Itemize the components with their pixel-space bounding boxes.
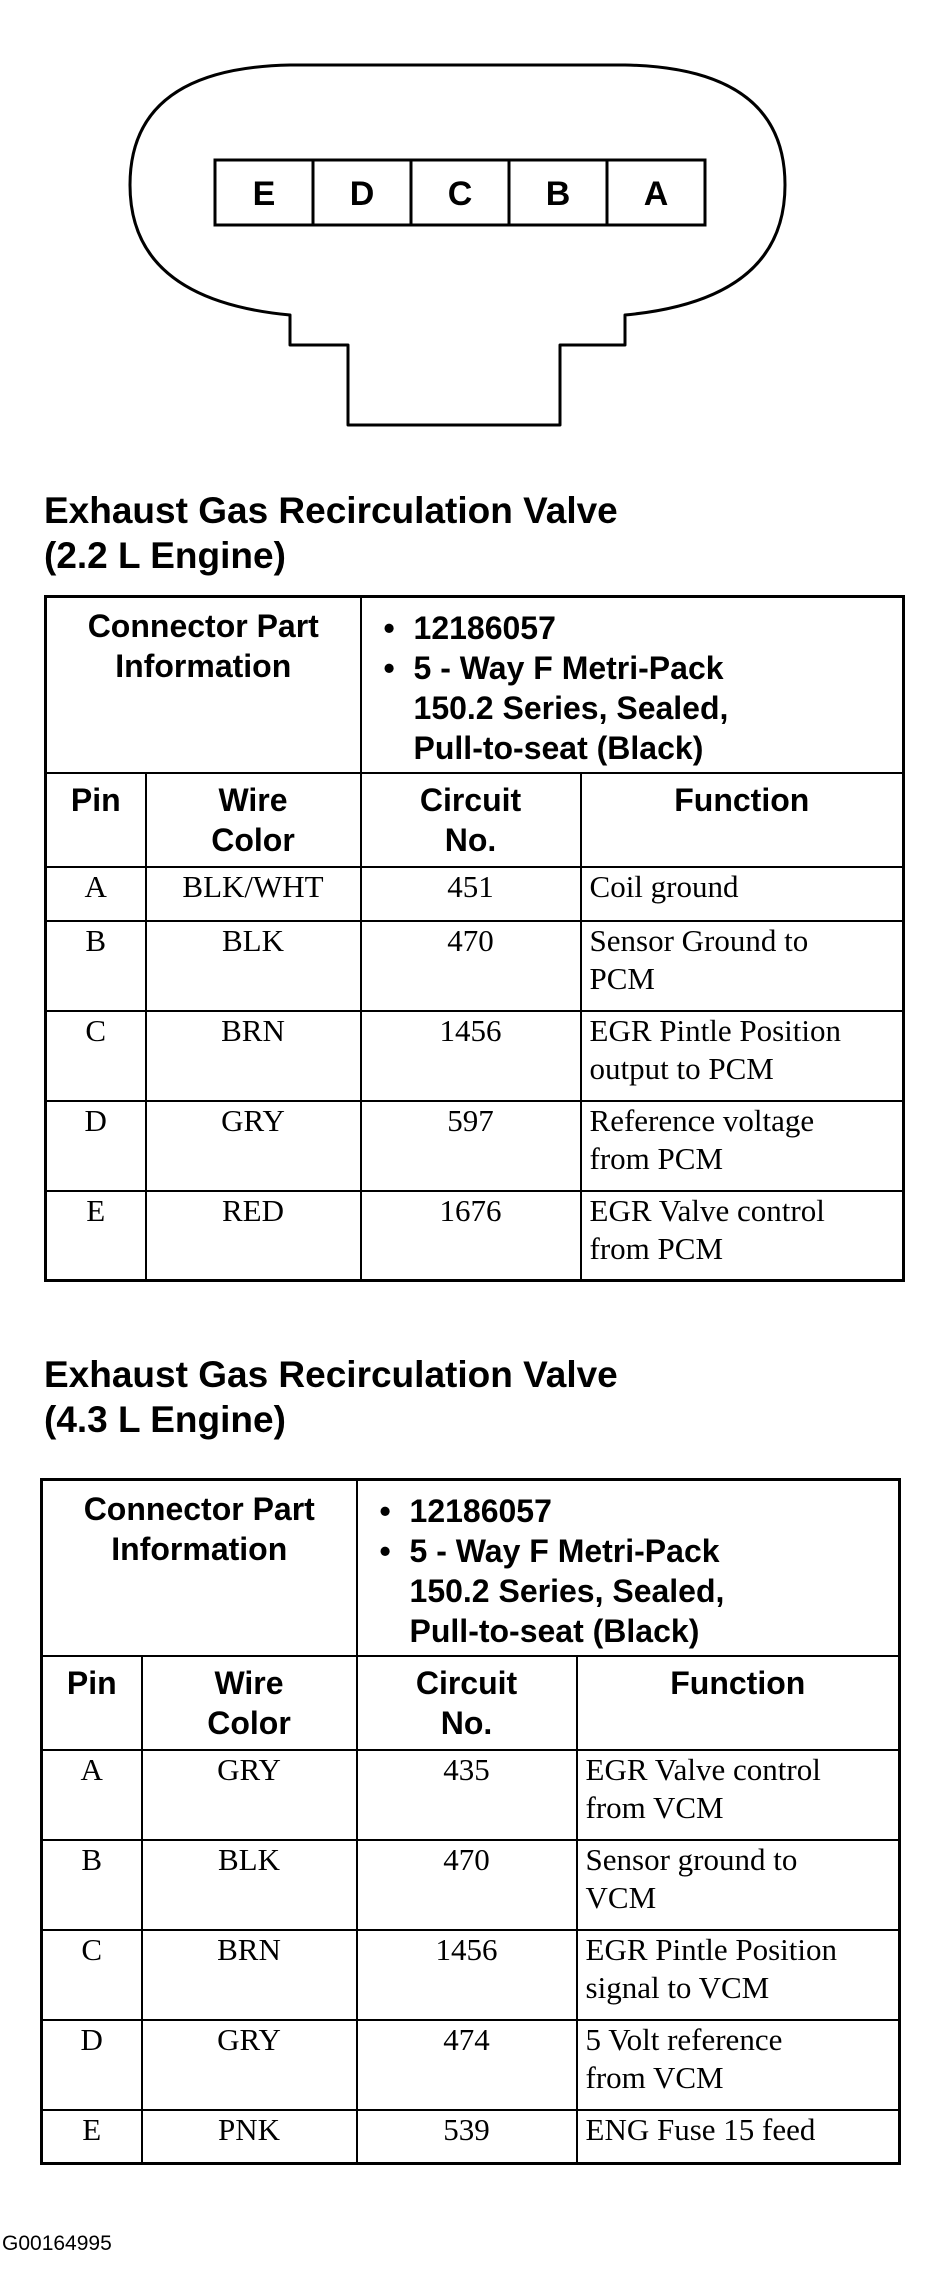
cell-pin: C bbox=[42, 1930, 142, 2020]
cell-circuit: 435 bbox=[357, 1750, 577, 1840]
section-title-4-3l bbox=[44, 1352, 618, 1442]
connector-outline bbox=[130, 65, 785, 425]
col-header-circuit: Circuit No. bbox=[419, 781, 522, 858]
cell-function: ENG Fuse 15 feed bbox=[577, 2110, 900, 2164]
cell-wire-color: BRN bbox=[146, 1011, 361, 1101]
col-header-pin: Pin bbox=[66, 1664, 117, 1701]
section-title-2-2l bbox=[44, 488, 618, 578]
part-number: • 12186057 bbox=[410, 1491, 899, 1531]
cell-circuit: 451 bbox=[361, 867, 581, 921]
pin-label-c: C bbox=[447, 175, 473, 213]
cell-wire-color: GRY bbox=[146, 1101, 361, 1191]
cell-function: EGR Pintle Position output to PCM bbox=[581, 1011, 904, 1101]
cell-pin: B bbox=[46, 921, 146, 1011]
part-connector-type: • 5 - Way F Metri-Pack 150.2 Series, Sealed, Pull-to-seat (Black) bbox=[410, 1531, 899, 1651]
part-info-label: Connector Part Information bbox=[83, 1491, 315, 1567]
cell-pin: D bbox=[46, 1101, 146, 1191]
table-row bbox=[46, 1101, 904, 1191]
cell-function: EGR Valve control from PCM bbox=[581, 1191, 904, 1281]
col-header-function: Function bbox=[674, 781, 810, 818]
cell-function: Sensor Ground to PCM bbox=[581, 921, 904, 1011]
part-info-label-cell bbox=[46, 597, 361, 773]
part-number: • 12186057 bbox=[414, 608, 903, 648]
table-row bbox=[42, 2110, 900, 2164]
part-connector-type: • 5 - Way F Metri-Pack 150.2 Series, Sealed, Pull-to-seat (Black) bbox=[414, 648, 903, 768]
cell-function: 5 Volt reference from VCM bbox=[577, 2020, 900, 2110]
table-row bbox=[42, 1840, 900, 1930]
part-info-list bbox=[362, 598, 903, 768]
part-info-cell bbox=[357, 1480, 900, 1656]
cell-function: Coil ground bbox=[581, 867, 904, 921]
cell-pin: B bbox=[42, 1840, 142, 1930]
cell-pin: A bbox=[42, 1750, 142, 1840]
cell-wire-color: GRY bbox=[142, 2020, 357, 2110]
cell-circuit: 470 bbox=[361, 921, 581, 1011]
section-title-line1: Exhaust Gas Recirculation Valve bbox=[44, 1354, 618, 1395]
connector-diagram bbox=[0, 0, 943, 460]
cell-function: Reference voltage from PCM bbox=[581, 1101, 904, 1191]
section-title-line2: (4.3 L Engine) bbox=[44, 1399, 286, 1440]
pin-label-a: A bbox=[643, 175, 669, 213]
cell-function: EGR Pintle Position signal to VCM bbox=[577, 1930, 900, 2020]
part-info-list bbox=[358, 1481, 899, 1651]
cell-circuit: 1456 bbox=[361, 1011, 581, 1101]
section-title-line2: (2.2 L Engine) bbox=[44, 535, 286, 576]
table-row bbox=[46, 867, 904, 921]
col-header-pin: Pin bbox=[70, 781, 121, 818]
pinout-table-4-3l bbox=[40, 1478, 901, 2165]
pin-label-b: B bbox=[545, 175, 571, 213]
cell-circuit: 470 bbox=[357, 1840, 577, 1930]
section-title-line1: Exhaust Gas Recirculation Valve bbox=[44, 490, 618, 531]
cell-wire-color: BLK/WHT bbox=[146, 867, 361, 921]
pin-label-d: D bbox=[349, 175, 375, 213]
cell-circuit: 474 bbox=[357, 2020, 577, 2110]
cell-circuit: 1676 bbox=[361, 1191, 581, 1281]
column-header-row bbox=[42, 1656, 900, 1750]
cell-circuit: 539 bbox=[357, 2110, 577, 2164]
figure-id: G00164995 bbox=[2, 2232, 112, 2255]
part-info-label-cell bbox=[42, 1480, 357, 1656]
col-header-wire-color: Wire Color bbox=[207, 1664, 291, 1741]
cell-wire-color: PNK bbox=[142, 2110, 357, 2164]
cell-pin: A bbox=[46, 867, 146, 921]
table-row bbox=[42, 1750, 900, 1840]
cell-pin: E bbox=[46, 1191, 146, 1281]
col-header-wire-color: Wire Color bbox=[211, 781, 295, 858]
table-row bbox=[42, 1930, 900, 2020]
table-row bbox=[46, 1191, 904, 1281]
col-header-function: Function bbox=[670, 1664, 806, 1701]
cell-function: EGR Valve control from VCM bbox=[577, 1750, 900, 1840]
part-info-cell bbox=[361, 597, 904, 773]
cell-circuit: 1456 bbox=[357, 1930, 577, 2020]
table-row bbox=[46, 921, 904, 1011]
cell-function: Sensor ground to VCM bbox=[577, 1840, 900, 1930]
cell-pin: C bbox=[46, 1011, 146, 1101]
cell-wire-color: RED bbox=[146, 1191, 361, 1281]
column-header-row bbox=[46, 773, 904, 867]
cell-wire-color: BLK bbox=[142, 1840, 357, 1930]
cell-wire-color: GRY bbox=[142, 1750, 357, 1840]
cell-wire-color: BRN bbox=[142, 1930, 357, 2020]
pin-label-e: E bbox=[252, 175, 276, 213]
table-row bbox=[42, 2020, 900, 2110]
cell-circuit: 597 bbox=[361, 1101, 581, 1191]
part-info-label: Connector Part Information bbox=[87, 608, 319, 684]
pinout-table-2-2l bbox=[44, 595, 905, 1282]
cell-pin: D bbox=[42, 2020, 142, 2110]
cell-pin: E bbox=[42, 2110, 142, 2164]
col-header-circuit: Circuit No. bbox=[415, 1664, 518, 1741]
cell-wire-color: BLK bbox=[146, 921, 361, 1011]
table-row bbox=[46, 1011, 904, 1101]
